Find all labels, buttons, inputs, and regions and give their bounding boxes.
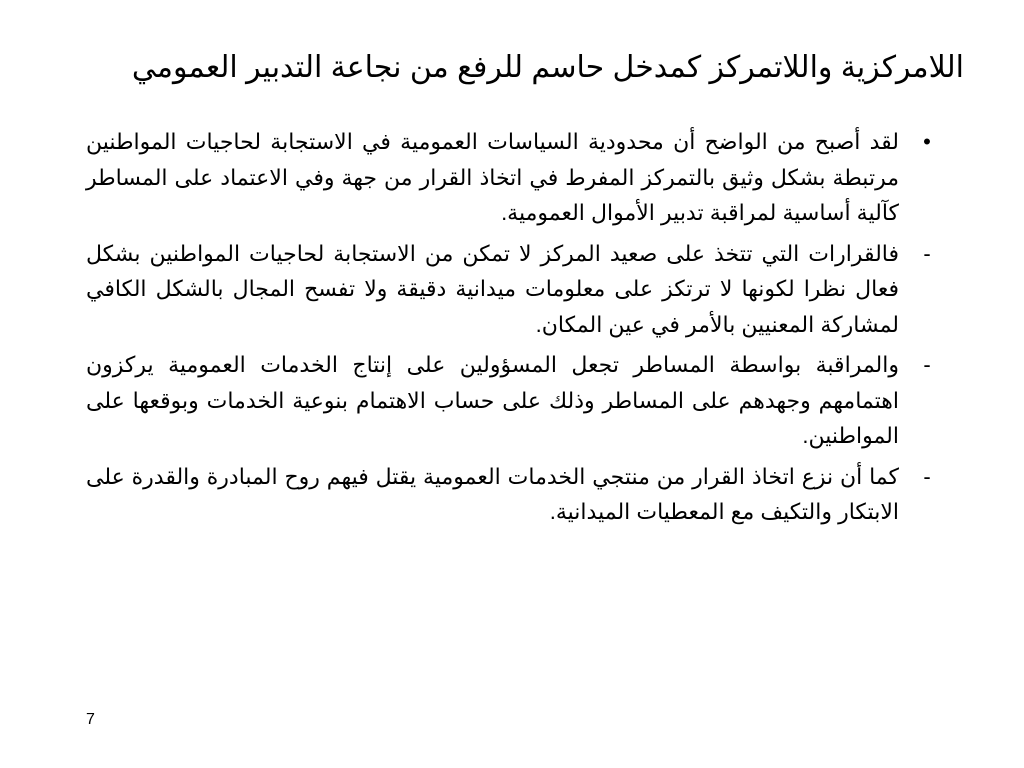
list-item [86,124,944,231]
list-item-text: والمراقبة بواسطة المساطر تجعل المسؤولين على إنتاج الخدمات العمومية يركزون اهتمامهم وجهدهم على المساطر وذلك على حساب الاهتمام بنوعية الخدمات وبوقعها على المواطنين. [86,352,899,448]
list-item-text: كما أن نزع اتخاذ القرار من منتجي الخدمات العمومية يقتل فيهم روح المبادرة والقدرة على الابتكار والتكيف مع المعطيات الميدانية. [86,463,899,524]
list-item [86,347,944,454]
page-number: 7 [86,711,95,728]
dash-marker: - [923,240,931,266]
bullet-marker: • [923,129,931,154]
list-item [86,459,944,530]
slide-title: اللامركزية واللاتمركز كمدخل حاسم للرفع من نجاعة التدبير العمومي [131,51,964,84]
list-item [86,236,944,343]
list-item-text: فالقرارات التي تتخذ على صعيد المركز لا تمكن من الاستجابة لحاجيات المواطنين بشكل فعال نظرا لكونها لا ترتكز على معلومات ميدانية دقيقة ولا تفسح المجال بالشكل الكافي لمشاركة المعنيين بالأمر في عين المكان. [86,240,899,337]
bullet-list [86,124,944,535]
dash-marker: - [923,352,931,377]
list-item-text: لقد أصبح من الواضح أن محدودية السياسات العمومية في الاستجابة لحاجيات المواطنين مرتبطة بشكل وثيق بالتمركز المفرط في اتخاذ القرار من جهة وفي الاعتماد على المساطر كآلية أساسية لمراقبة تدبير الأموال العمومية. [86,129,899,225]
dash-marker: - [923,463,931,489]
